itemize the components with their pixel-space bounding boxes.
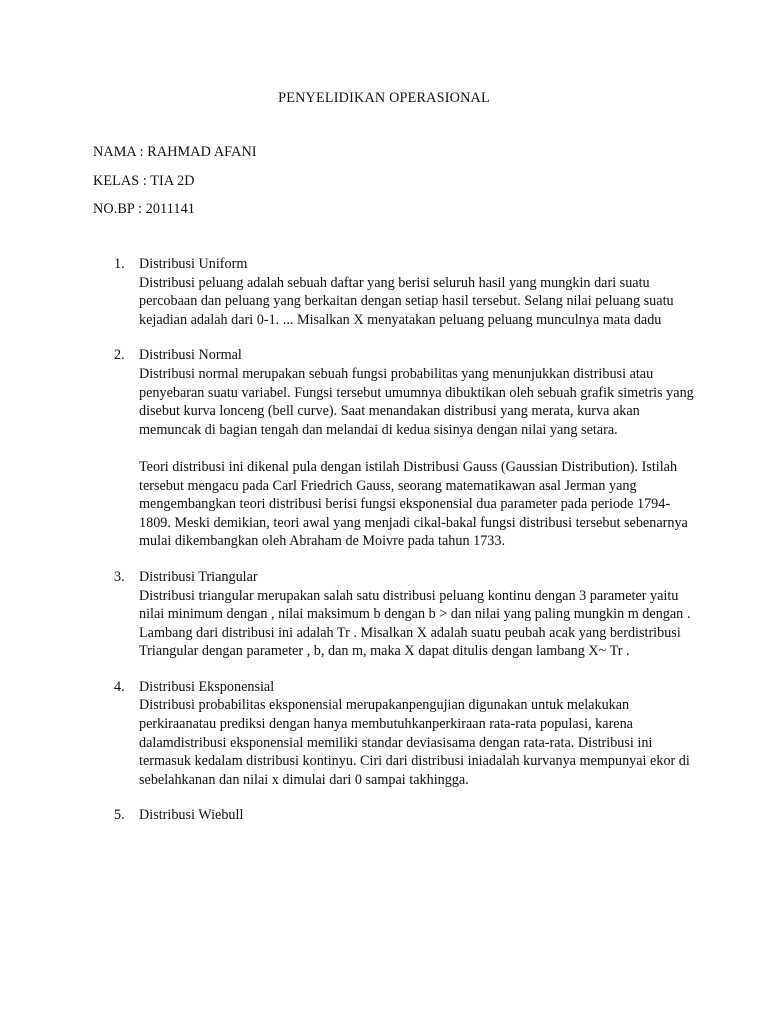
student-class: KELAS : TIA 2D xyxy=(93,173,195,189)
item-heading: Distribusi Wiebull xyxy=(139,807,244,824)
list-number: 4. xyxy=(114,678,125,695)
item-body: Distribusi peluang adalah sebuah daftar yang berisi seluruh hasil yang mungkin dari suatu percobaan dan peluang yang berkaitan dengan setiap hasil tersebut. Selang nilai peluang suatu kejadian adalah dari 0-1. ... Misalkan X menyatakan peluang peluang munculnya mata dadu xyxy=(139,274,674,328)
item-body: Distribusi probabilitas eksponensial merupakanpengujian digunakan untuk melakukan perkiraanatau prediksi dengan hanya membutuhkanperkiraan rata-rata populasi, karena dalamdistribusi eksponensial memiliki standar deviasisama dengan rata-rata. Distribusi ini termasuk kedalam distribusi kontinyu. Ciri dari distribusi iniadalah kurvanya mempunyai ekor di sebelahkanan dan nilai x dimulai dari 0 sampai takhingga. xyxy=(139,697,690,788)
list-number: 1. xyxy=(114,256,125,272)
item-heading: Distribusi Uniform xyxy=(139,256,248,272)
list-item-normal xyxy=(114,346,694,551)
item-heading: Distribusi Eksponensial xyxy=(139,678,275,695)
list-item-eksponensial xyxy=(114,678,694,790)
item-heading: Distribusi Triangular xyxy=(139,568,258,585)
item-body: Distribusi triangular merupakan salah satu distribusi peluang kontinu dengan 3 parameter yaitu nilai minimum dengan , nilai maksimum b dengan b > dan nilai yang paling mungkin m dengan . Lambang dari distribusi ini adalah Tr . Misalkan X adalah suatu peubah acak yang berdistribusi Triangular dengan parameter , b, dan m, maka X dapat ditulis dengan lambang X~ Tr . xyxy=(139,587,691,660)
item-body: Distribusi normal merupakan sebuah fungsi probabilitas yang menunjukkan distribusi atau penyebaran suatu variabel. Fungsi tersebut umumnya dibuktikan oleh sebuah grafik simetris yang disebut kurva lonceng (bell curve). Saat menandakan distribusi yang merata, kurva akan memuncak di bagian tengah dan melandai di kedua sisinya dengan nilai yang setara. xyxy=(139,365,694,438)
list-item-uniform xyxy=(114,255,694,329)
list-item-wiebull xyxy=(114,806,694,825)
item-body-second: Teori distribusi ini dikenal pula dengan istilah Distribusi Gauss (Gaussian Distribution). Istilah tersebut mengacu pada Carl Friedrich Gauss, seorang matematikawan asal Jerman yang mengembangkan teori distribusi berisi fungsi eksponensial dua parameter pada periode 1794-1809. Meski demikian, teori awal yang menjadi cikal-bakal fungsi distribusi tersebut sebenarnya mulai dikembangkan oleh Abraham de Moivre pada tahun 1733. xyxy=(139,458,688,550)
student-name: NAMA : RAHMAD AFANI xyxy=(93,144,257,160)
list-number: 2. xyxy=(114,347,125,364)
distribution-list xyxy=(114,255,694,825)
list-number: 3. xyxy=(114,568,125,585)
list-number: 5. xyxy=(114,807,125,824)
item-heading: Distribusi Normal xyxy=(139,347,242,364)
document-title: PENYELIDIKAN OPERASIONAL xyxy=(278,90,490,106)
student-id: NO.BP : 2011141 xyxy=(93,201,196,217)
list-item-triangular xyxy=(114,568,694,661)
